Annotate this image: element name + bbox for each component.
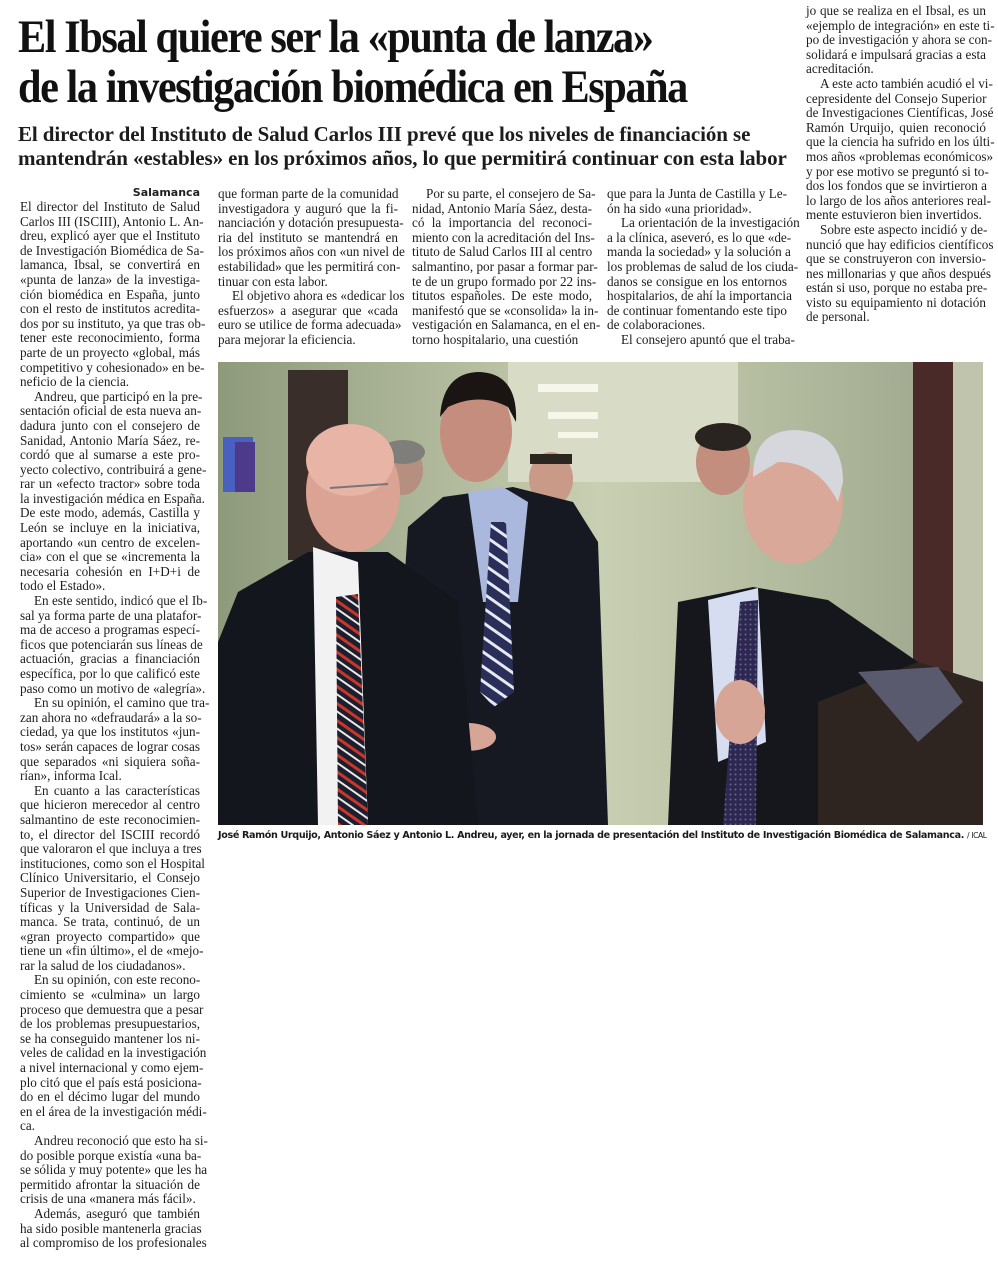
text-line: En este sentido, indicó que el Ib- bbox=[34, 593, 208, 609]
text-line: paso como un motivo de «alegría». bbox=[20, 680, 206, 696]
text-line: instituciones, como son el Hospital bbox=[20, 855, 205, 871]
text-line: al compromiso de los profesionales bbox=[20, 1235, 207, 1251]
text-line: a nivel internacional y como ejem- bbox=[20, 1060, 204, 1076]
text-line: rar un «efecto tractor» sobre toda bbox=[20, 476, 200, 492]
text-line: veles de calidad en la investigación bbox=[20, 1045, 207, 1061]
caption-text: José Ramón Urquijo, Antonio Sáez y Antonio L. Andreu, ayer, en la jornada de presentación del Instituto de Investigación Biomédica de Salamanca. bbox=[218, 830, 965, 841]
text-line: sal ya forma parte de una platafor- bbox=[20, 607, 202, 623]
text-line: En su opinión, con este recono- bbox=[34, 972, 201, 988]
text-line: ción biomédica en España, junto bbox=[20, 286, 200, 302]
text-line: «punta de lanza» de la investiga- bbox=[20, 271, 200, 287]
text-line: competitivo y cohesionado» en be- bbox=[20, 359, 205, 375]
subheadline-line-1: El director del Instituto de Salud Carlos III prevé que los niveles de financiación se bbox=[18, 122, 751, 146]
column-text bbox=[806, 3, 995, 325]
text-line: dadura junto con el consejero de bbox=[20, 417, 200, 433]
text-line: cepresidente del Consejo Superior bbox=[806, 90, 987, 106]
news-photo bbox=[218, 362, 983, 825]
text-line: tíficas y la Universidad de Sala- bbox=[20, 899, 200, 915]
text-line: crisis de una «manera más fácil». bbox=[20, 1191, 196, 1207]
text-line: Sanidad, Antonio María Sáez, re- bbox=[20, 432, 200, 448]
text-line: acreditación. bbox=[806, 61, 874, 77]
text-line: ha sido posible mantenerla gracias bbox=[20, 1220, 202, 1236]
text-line: euro se utilice de forma adecuada» bbox=[218, 317, 402, 333]
text-line: que la ciencia ha sufrido en los últi- bbox=[806, 134, 995, 150]
text-line: cia» con el que se «incrementa la bbox=[20, 549, 200, 565]
text-line: León se incluye en la iniciativa, bbox=[20, 520, 200, 536]
text-line: de personal. bbox=[806, 309, 870, 325]
text-line: El consejero apuntó que el traba- bbox=[621, 331, 795, 347]
text-line: cordó que al sumarse a este pro- bbox=[20, 447, 200, 463]
text-line: que valoraron el que incluya a tres bbox=[20, 841, 202, 857]
text-line: rían», informa Ical. bbox=[20, 768, 122, 784]
headline bbox=[18, 12, 720, 112]
text-line: Superior de Investigaciones Cien- bbox=[20, 884, 200, 900]
text-line: Además, aseguró que también bbox=[34, 1205, 200, 1221]
text-line: danos se consigue en los entornos bbox=[607, 273, 787, 289]
text-line: se ha conseguido mantener los ni- bbox=[20, 1030, 200, 1046]
text-line: po de investigación y ahora se con- bbox=[806, 32, 993, 48]
text-line: específica, por lo que calificó este bbox=[20, 666, 200, 681]
text-line: manca. Se trata, continuó, de un bbox=[20, 914, 200, 930]
photo-caption bbox=[218, 830, 988, 841]
text-line: dos por su instituto, ya que tras ob- bbox=[20, 315, 206, 331]
text-line: torno hospitalario, una cuestión bbox=[412, 331, 579, 347]
text-line: ón ha sido «una prioridad». bbox=[607, 200, 752, 216]
text-line: que separados «ni siquiera soña- bbox=[20, 753, 200, 769]
text-line: Ramón Urquijo, quien reconoció bbox=[806, 119, 986, 135]
text-line: de Investigación Biomédica de Sa- bbox=[20, 242, 204, 258]
text-line: tituto de Salud Carlos III al centro bbox=[412, 244, 593, 260]
text-line: de Investigaciones Científicas, José bbox=[806, 105, 994, 121]
article-column-2 bbox=[218, 186, 405, 348]
text-line: do posible porque existía «una ba- bbox=[20, 1147, 202, 1163]
text-line: manifestó que se «consolida» la in- bbox=[412, 302, 599, 318]
text-line: nunció que hay edificios científicos bbox=[806, 236, 994, 252]
text-line: que forman parte de la comunidad bbox=[218, 186, 399, 201]
text-line: que hicieron merecedor al centro bbox=[20, 797, 200, 813]
text-line: te de un grupo formado por 22 ins- bbox=[412, 273, 597, 289]
text-line: de continuar fomentando este tipo bbox=[607, 302, 787, 318]
text-line: de los problemas presupuestarios, bbox=[20, 1016, 200, 1032]
text-line: parte de un proyecto «global, más bbox=[20, 344, 200, 360]
text-line: investigadora y auguró que la fi- bbox=[218, 200, 398, 216]
text-line: solidará e impulsará gracias a esta bbox=[806, 46, 986, 62]
text-line: hospitalarios, de ahí la importancia bbox=[607, 288, 792, 304]
text-line: todo el Estado». bbox=[20, 578, 106, 594]
text-line: El director del Instituto de Salud bbox=[20, 199, 200, 214]
text-line: sentación oficial de esta nueva an- bbox=[20, 403, 202, 419]
column-text bbox=[218, 186, 405, 348]
text-line: se sólida y muy potente» que les ha bbox=[20, 1162, 208, 1178]
text-line: ficos que potenciarán sus líneas de bbox=[20, 636, 203, 652]
text-line: salmantino de este reconocimien- bbox=[20, 811, 200, 827]
text-line: En cuanto a las características bbox=[34, 782, 200, 798]
subheadline bbox=[18, 122, 798, 170]
article-column-1 bbox=[20, 186, 210, 1251]
text-line: to, el director del ISCIII recordó bbox=[20, 826, 200, 842]
text-line: tiene un «fin último», el de «mejo- bbox=[20, 943, 204, 959]
text-line: có la importancia del reconoci- bbox=[412, 215, 592, 231]
text-line: En su opinión, el camino que tra- bbox=[34, 695, 210, 711]
text-line: «gran proyecto compartido» que bbox=[20, 928, 200, 944]
text-line: ciedad, ya que los institutos «jun- bbox=[20, 724, 200, 740]
text-line: Por su parte, el consejero de Sa- bbox=[426, 186, 596, 201]
text-line: Carlos III (ISCIII), Antonio L. An- bbox=[20, 213, 204, 229]
column-text bbox=[412, 186, 601, 348]
text-line: proceso que demuestra que a pesar bbox=[20, 1001, 204, 1017]
text-line: mos años «problemas económicos» bbox=[806, 148, 994, 164]
headline-line-1: El Ibsal quiere ser la «punta de lanza» bbox=[18, 11, 653, 63]
text-line: actuación, gracias a financiación bbox=[20, 651, 200, 667]
text-line: yecto colectivo, contribuirá a gene- bbox=[20, 461, 207, 477]
text-line: do en el décimo lugar del mundo bbox=[20, 1089, 200, 1105]
text-line: jo que se realiza en el Ibsal, es un bbox=[806, 3, 986, 18]
text-line: A este acto también acudió el vi- bbox=[820, 75, 993, 91]
text-line: están si uso, porque no estaba pre- bbox=[806, 280, 988, 296]
text-line: El objetivo ahora es «dedicar los bbox=[232, 288, 405, 304]
text-line: vestigación en Salamanca, en el en- bbox=[412, 317, 601, 333]
text-line: esfuerzos» a asegurar que «cada bbox=[218, 302, 398, 318]
text-line: necesaria cohesión en I+D+i de bbox=[20, 563, 200, 579]
text-line: «ejemplo de integración» en este ti- bbox=[806, 17, 995, 33]
article-column-4 bbox=[607, 186, 800, 348]
text-line: Sobre este aspecto incidió y de- bbox=[820, 221, 988, 237]
text-line: visto su equipamiento ni dotación bbox=[806, 294, 986, 310]
text-line: titutos españoles. De este modo, bbox=[412, 288, 592, 304]
text-line: cimiento se «culmina» un largo bbox=[20, 987, 200, 1003]
text-line: ca. bbox=[20, 1118, 36, 1134]
text-line: miento con la acreditación del Ins- bbox=[412, 229, 595, 245]
text-line: dos los fondos que se invirtieron a bbox=[806, 178, 987, 194]
text-line: con el resto de institutos acredita- bbox=[20, 301, 200, 317]
text-line: estabilidad» que les permitirá con- bbox=[218, 258, 401, 274]
photo-illustration bbox=[218, 362, 983, 825]
column-text bbox=[607, 186, 800, 348]
text-line: dreu, explicó ayer que el Instituto bbox=[20, 228, 200, 244]
text-line: Andreu reconoció que esto ha si- bbox=[34, 1133, 208, 1148]
text-line: De este modo, además, Castilla y bbox=[20, 505, 200, 521]
text-line: neficio de la ciencia. bbox=[20, 374, 130, 390]
article-column-5 bbox=[806, 3, 995, 325]
text-line: en el área de la investigación médi- bbox=[20, 1103, 207, 1119]
headline-line-2: de la investigación biomédica en España bbox=[18, 61, 687, 113]
text-line: salmantino, por pasar a formar par- bbox=[412, 258, 598, 274]
text-line: los próximos años con «un nivel de bbox=[218, 244, 405, 260]
text-line: tener este reconocimiento, forma bbox=[20, 330, 200, 346]
text-line: tinuar con esta labor. bbox=[218, 273, 328, 289]
text-line: lo largo de los años anteriores real- bbox=[806, 192, 992, 208]
text-line: nes millonarias y que años después bbox=[806, 265, 991, 281]
text-line: para mejorar la eficiencia. bbox=[218, 331, 356, 347]
text-line: La orientación de la investigación bbox=[621, 215, 800, 231]
text-line: tos» serán capaces de lograr cosas bbox=[20, 738, 200, 754]
text-line: nidad, Antonio María Sáez, desta- bbox=[412, 200, 592, 216]
column-text bbox=[20, 199, 210, 1251]
text-line: la investigación médica en España. bbox=[20, 490, 205, 506]
text-line: que se construyeron con inversio- bbox=[806, 251, 986, 267]
photo-credit: / ICAL bbox=[967, 831, 987, 840]
text-line: a la clínica, aseveró, es lo que «de- bbox=[607, 229, 792, 245]
text-line: y por ese motivo se preguntó si to- bbox=[806, 163, 989, 179]
text-line: mente estuvieron bien invertidos. bbox=[806, 207, 982, 223]
text-line: aportando «un centro de excelen- bbox=[20, 534, 200, 550]
text-line: ma de acceso a programas especí- bbox=[20, 622, 200, 638]
text-line: nanciación y dotación presupuesta- bbox=[218, 215, 404, 231]
text-line: los problemas de salud de los ciuda- bbox=[607, 258, 799, 274]
text-line: permitido afrontar la situación de bbox=[20, 1176, 200, 1192]
text-line: que para la Junta de Castilla y Le- bbox=[607, 186, 787, 201]
text-line: Clínico Universitario, el Consejo bbox=[20, 870, 200, 886]
text-line: de colaboraciones. bbox=[607, 317, 706, 333]
text-line: lamanca, Ibsal, se convertirá en bbox=[20, 257, 200, 273]
subheadline-line-2: mantendrán «estables» en los próximos años, lo que permitirá continuar con esta labor bbox=[18, 146, 787, 170]
text-line: rar la salud de los ciudadanos». bbox=[20, 957, 186, 973]
text-line: Andreu, que participó en la pre- bbox=[34, 388, 203, 404]
text-line: ria del instituto se mantendrá en bbox=[218, 229, 398, 245]
text-line: zan ahora no «defraudará» a la so- bbox=[20, 709, 202, 725]
text-line: plo citó que el país está posiciona- bbox=[20, 1074, 202, 1090]
article-column-3 bbox=[412, 186, 601, 348]
dateline: Salamanca bbox=[132, 186, 200, 199]
text-line: manda la sociedad» y la solución a bbox=[607, 244, 791, 260]
